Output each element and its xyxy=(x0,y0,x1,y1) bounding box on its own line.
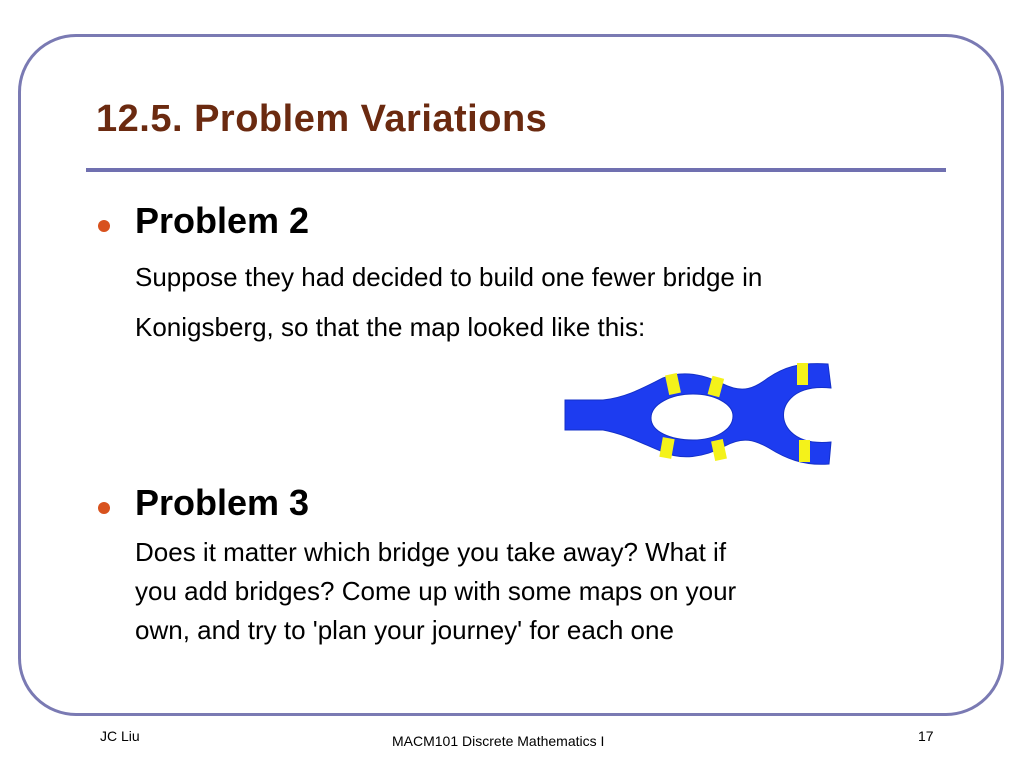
footer-author: JC Liu xyxy=(100,728,140,744)
problem-3-line-1: Does it matter which bridge you take away? What if xyxy=(135,537,727,567)
problem-3-line-2: you add bridges? Come up with some maps on your xyxy=(135,576,737,606)
problem-2-line-1: Suppose they had decided to build one fewer bridge in xyxy=(135,262,763,292)
problem-3-line-3: own, and try to 'plan your journey' for each one xyxy=(135,615,674,645)
bridge-icon xyxy=(799,440,810,462)
footer-page-number: 17 xyxy=(918,728,934,744)
river-shape xyxy=(565,364,831,465)
problem-2-line-2: Konigsberg, so that the map looked like this: xyxy=(135,312,646,342)
bridge-icon xyxy=(797,363,808,385)
bullet-icon xyxy=(98,220,110,232)
problem-2-text xyxy=(135,252,762,352)
problem-3-heading: Problem 3 xyxy=(135,482,310,523)
bullet-icon xyxy=(98,502,110,514)
problem-3-text xyxy=(135,533,736,650)
problem-2-heading: Problem 2 xyxy=(135,200,310,241)
slide-title: 12.5. Problem Variations xyxy=(96,98,548,140)
title-divider xyxy=(86,168,946,172)
footer-course: MACM101 Discrete Mathematics I xyxy=(392,733,605,749)
konigsberg-map-image xyxy=(563,360,833,470)
